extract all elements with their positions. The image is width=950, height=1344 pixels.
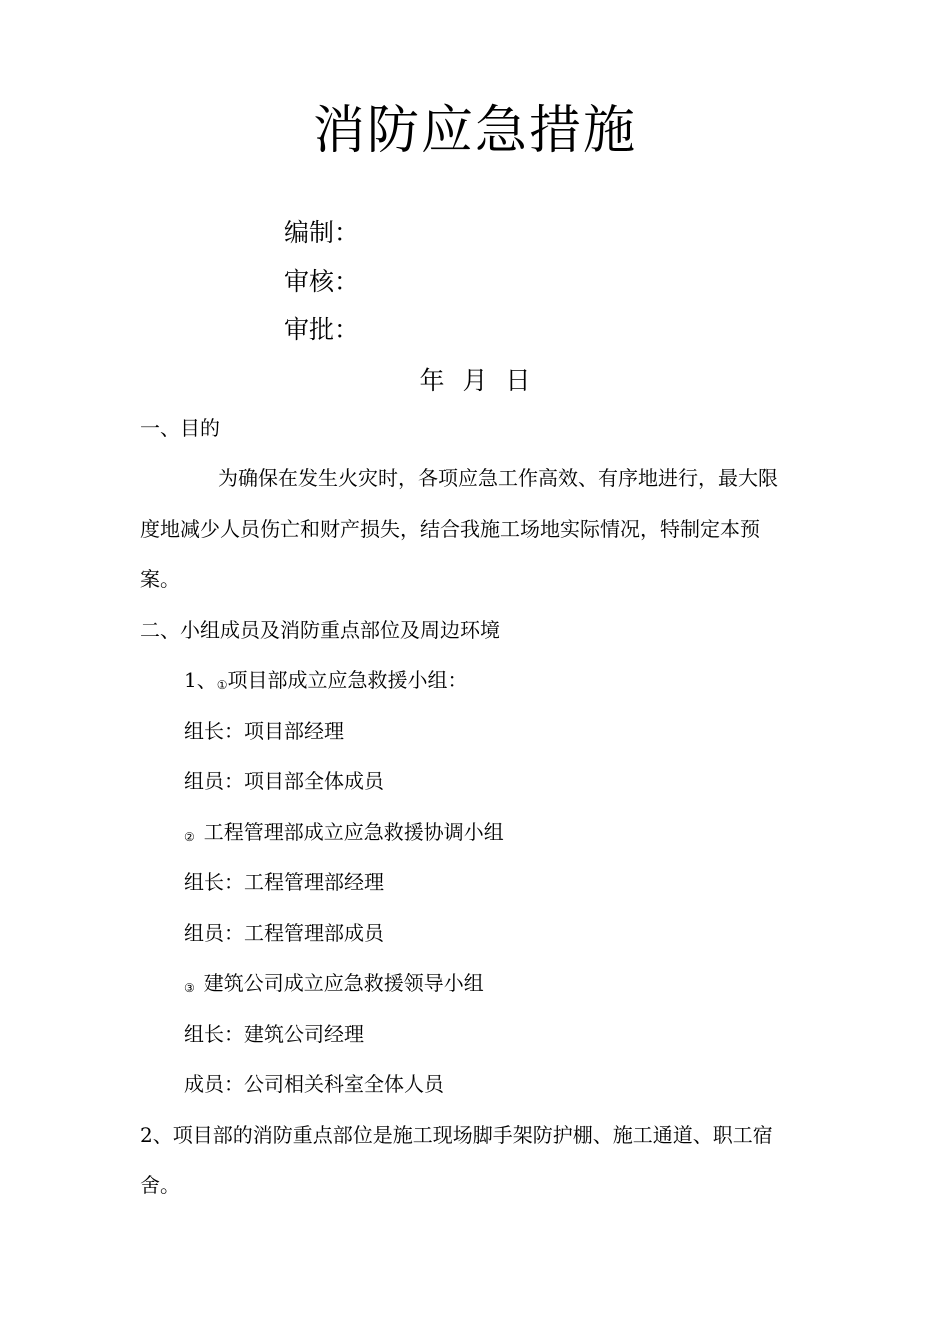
section1-paragraph-line: 案。 bbox=[140, 567, 180, 591]
date-day: 日 bbox=[505, 366, 531, 395]
signoff-reviewed-label: 审核： bbox=[284, 267, 360, 296]
section1-heading: 一、目的 bbox=[140, 416, 220, 440]
group3-leader: 组长：建筑公司经理 bbox=[184, 1022, 364, 1046]
group2-members: 组员：工程管理部成员 bbox=[184, 921, 384, 945]
circled-number-1: ① bbox=[216, 678, 228, 692]
item1-line bbox=[184, 670, 468, 690]
group2-leader: 组长：工程管理部经理 bbox=[184, 870, 384, 894]
group2-title: 工程管理部成立应急救援协调小组 bbox=[203, 820, 504, 844]
circled-number-2: ② bbox=[184, 830, 195, 844]
group2-title-line bbox=[184, 822, 504, 842]
group3-members: 成员：公司相关科室全体人员 bbox=[184, 1072, 444, 1096]
date-month: 月 bbox=[462, 366, 488, 395]
item1-text: 项目部成立应急救援小组： bbox=[227, 668, 468, 692]
item2-line: 舍。 bbox=[140, 1173, 180, 1197]
date-line bbox=[0, 368, 950, 393]
group3-title-line bbox=[184, 973, 484, 993]
item1-prefix: 1、 bbox=[184, 668, 217, 692]
signoff-compiled-label: 编制： bbox=[284, 218, 360, 247]
document-title: 消防应急措施 bbox=[312, 101, 637, 161]
section2-heading: 二、小组成员及消防重点部位及周边环境 bbox=[140, 618, 500, 642]
group3-title: 建筑公司成立应急救援领导小组 bbox=[203, 971, 484, 995]
item2-line: 2、项目部的消防重点部位是施工现场脚手架防护棚、施工通道、职工宿 bbox=[140, 1123, 773, 1147]
group1-members: 组员：项目部全体成员 bbox=[184, 769, 384, 793]
group1-leader: 组长：项目部经理 bbox=[184, 719, 344, 743]
section1-paragraph-line: 为确保在发生火灾时，各项应急工作高效、有序地进行，最大限 bbox=[218, 466, 778, 490]
date-year: 年 bbox=[419, 366, 445, 395]
section1-paragraph-line: 度地减少人员伤亡和财产损失，结合我施工场地实际情况，特制定本预 bbox=[140, 517, 760, 541]
signoff-approved-label: 审批： bbox=[284, 315, 360, 344]
circled-number-3: ③ bbox=[184, 981, 195, 995]
